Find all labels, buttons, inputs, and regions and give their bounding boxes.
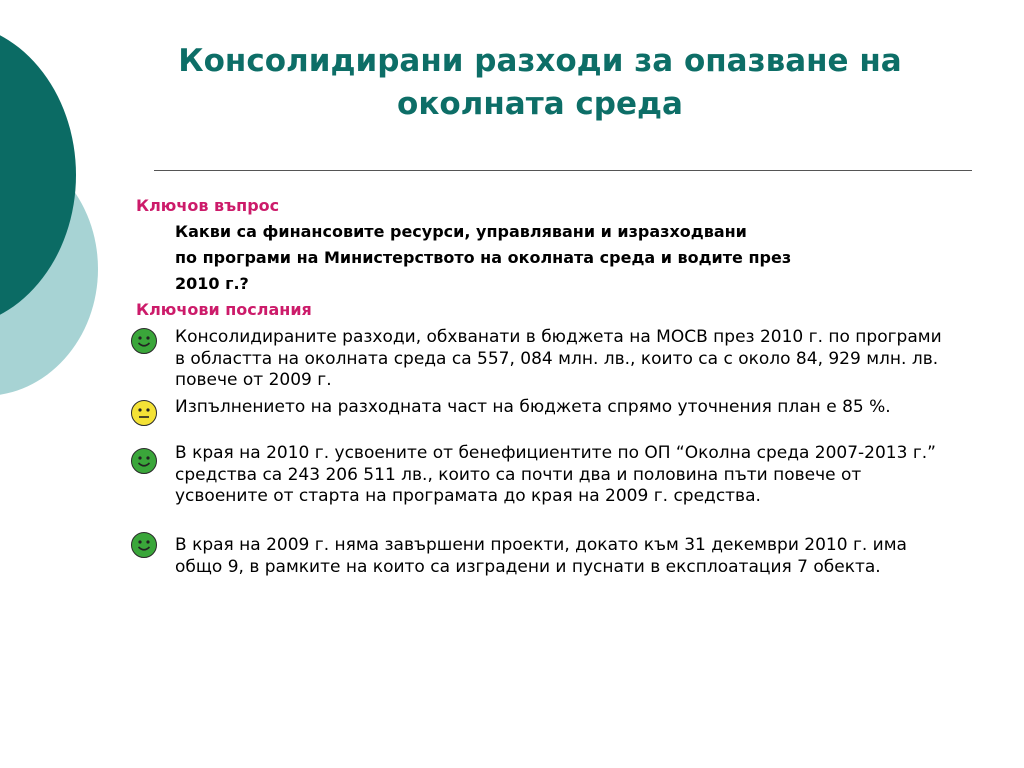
key-message-text: В края на 2010 г. усвоените от бенефициентите по ОП “Околна среда 2007-2013 г.” средства са 243 206 511 лв., които са почти два и половина пъти повече от усвоените от старта на програмата до края на 2009 г. средства. — [175, 443, 936, 506]
key-question-line-1: Какви са финансовите ресурси, управлявани и изразходвани — [175, 222, 747, 241]
title-divider — [154, 170, 972, 171]
key-question-line-3: 2010 г.? — [175, 274, 249, 293]
smiley-happy-icon — [130, 531, 158, 559]
key-message-text: Консолидираните разходи, обхванати в бюджета на МОСВ през 2010 г. по програми в областта на околната среда са 557, 084 млн. лв., които са с около 84, 929 млн. лв. повече от 2009 г. — [175, 327, 942, 390]
slide-title: Консолидирани разходи за опазване на околната среда — [178, 43, 902, 122]
key-message-text: Изпълнението на разходната част на бюджета спрямо уточнения план е 85 %. — [175, 397, 891, 417]
key-question-line-2: по програми на Министерството на околната среда и водите през — [175, 248, 792, 267]
smiley-happy-icon — [130, 447, 158, 475]
key-question-heading: Ключов въпрос — [136, 196, 280, 215]
smiley-happy-icon — [130, 327, 158, 355]
key-messages-heading: Ключови послания — [136, 300, 312, 319]
key-message-text: В края на 2009 г. няма завършени проекти, докато към 31 декември 2010 г. има общо 9, в рамките на които са изградени и пуснати в експлоатация 7 обекта. — [175, 535, 907, 577]
smiley-neutral-icon — [130, 399, 158, 427]
